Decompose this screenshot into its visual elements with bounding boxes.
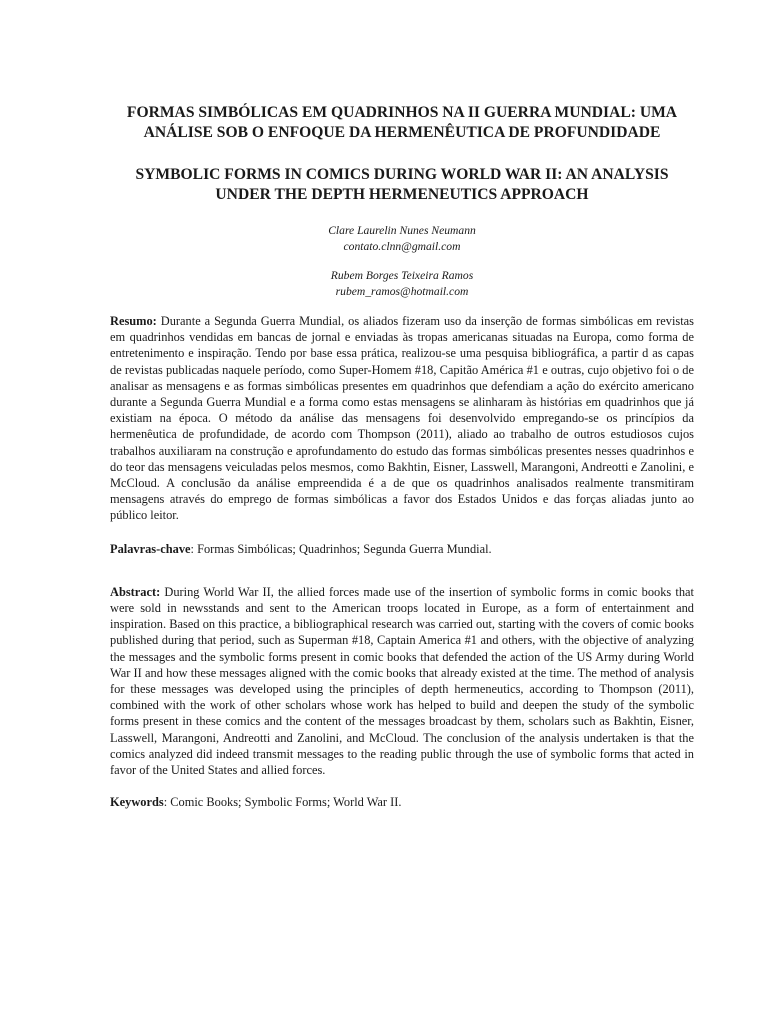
author-block: [110, 223, 694, 300]
author-name: Rubem Borges Teixeira Ramos: [330, 269, 474, 282]
title-english: SYMBOLIC FORMS IN COMICS DURING WORLD WAR II: AN ANALYSIS UNDER THE DEPTH HERMENEUTICS APPROACH: [135, 166, 669, 203]
author-name: Clare Laurelin Nunes Neumann: [328, 224, 476, 237]
resumo-text: Durante a Segunda Guerra Mundial, os aliados fizeram uso da inserção de formas simbólicas em revistas em quadrinhos vendidas em bancas de jornal e enviadas às tropas americanas situadas na Europa, como forma de entretenimento e inspiração. Tendo por base essa prática, realizou-se uma pesquisa bibliográfica, a partir d as capas de revistas publicadas naquele período, como Super-Homem #18, Capitão América #1 e outras, cujo objetivo foi o de analisar as mensagens e as formas simbólicas presentes em quadrinhos que defendiam a ação do exército americano durante a Segunda Guerra Mundial e a forma como estas mensagens se alinharam às histórias em quadrinhos que já existiam na época. O método da análise das mensagens foi desenvolvido empregando-se os princípios da hermenêutica de profundidade, de acordo com Thompson (2011), aliado ao trabalho de outros estudiosos cujos trabalhos auxiliaram na construção e aprofundamento do estudo das formas simbólicas presentes nesses quadrinhos e do teor das mensagens veiculadas pelos mesmos, como Bakhtin, Eisner, Lasswell, Marangoni, Andreotti e Zanolini, e McCloud. A conclusão da análise empreendida é a de que os quadrinhos analisados realmente transmitiram mensagens através do emprego de formas simbólicas a favor dos Estados Unidos e das forças aliadas junto ao público leitor.: [110, 314, 694, 523]
palavras-chave-paragraph: [110, 541, 694, 557]
keywords-label: Keywords: [110, 795, 164, 810]
palavras-chave-label: Palavras-chave: [110, 541, 191, 556]
author-email: contato.clnn@gmail.com: [343, 240, 461, 253]
author-2: [110, 268, 694, 300]
keywords-paragraph: [110, 794, 694, 810]
resumo-paragraph: [110, 313, 694, 524]
title-portuguese: FORMAS SIMBÓLICAS EM QUADRINHOS NA II GUERRA MUNDIAL: UMA ANÁLISE SOB O ENFOQUE DA HERMENÊUTICA DE PROFUNDIDADE: [126, 104, 678, 141]
keywords-text: : Comic Books; Symbolic Forms; World War II.: [163, 795, 402, 810]
palavras-chave-text: : Formas Simbólicas; Quadrinhos; Segunda Guerra Mundial.: [190, 541, 492, 556]
resumo-label: Resumo:: [110, 314, 157, 328]
abstract-paragraph: [110, 584, 694, 778]
abstract-label: Abstract:: [110, 584, 161, 599]
abstract-text: During World War II, the allied forces made use of the insertion of symbolic forms in comic books that were sold in newsstands and sent to the American troops located in Europe, as a form of entertainment and inspiration. Based on this practice, a bibliographical research was carried out, starting with the covers of comic books published during that period, such as Superman #18, Captain America #1 and others, with the objective of analyzing the messages and the symbolic forms present in comic books that defended the action of the US Army during World War II and how these messages aligned with the comic books that already existed at the time. The method of analysis for these messages was developed using the principles of depth hermeneutics, according to Thompson (2011), combined with the work of other scholars whose work has helped to build and deepen the study of the symbolic forms present in these comics and the content of the messages broadcast by them, scholars such as Bakhtin, Eisner, Lasswell, Marangoni, Andreotti and Zanolini, and McCloud. The conclusion of the analysis undertaken is that the comics analyzed did indeed transmit messages to the reading public through the use of symbolic forms that acted in favor of the United States and allied forces.: [110, 584, 694, 778]
author-1: [110, 223, 694, 255]
author-email: rubem_ramos@hotmail.com: [335, 285, 469, 298]
paper-page: [110, 100, 694, 810]
